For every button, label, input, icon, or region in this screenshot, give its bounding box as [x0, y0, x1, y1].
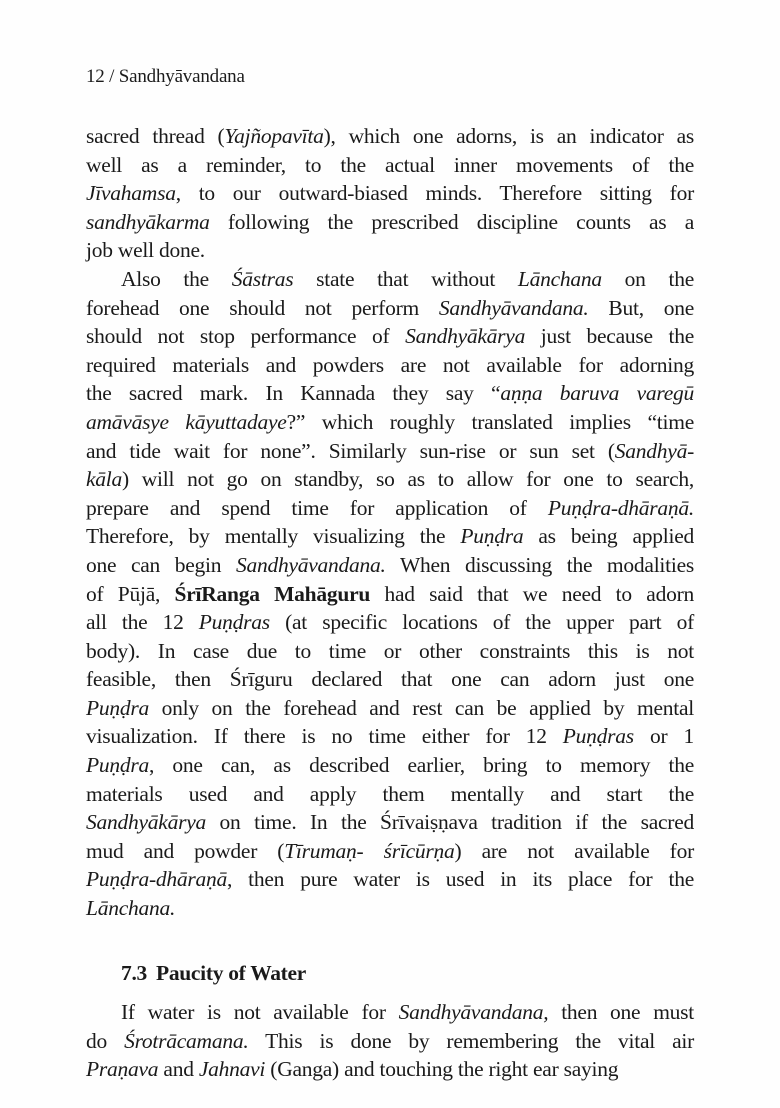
text-line: well as a reminder, to the actual inner movements of the [86, 152, 694, 177]
text-line: Puṇḍra only on the forehead and rest can be applied by mental [86, 695, 694, 720]
section-heading [121, 961, 306, 986]
section-number: 7.3 [121, 961, 147, 985]
text-line: forehead one should not perform Sandhyāvandana. But, one [86, 295, 694, 320]
text-line: Jīvahamsa, to our outward-biased minds. Therefore sitting for [86, 181, 694, 206]
text-line: Praṇava and Jahnavi (Ganga) and touching the right ear saying [86, 1057, 619, 1082]
text-line: all the 12 Puṇḍras (at specific locations of the upper part of [86, 610, 694, 635]
text-line: sacred thread (Yajñopavīta), which one adorns, is an indicator as [86, 124, 694, 148]
text-line: mud and powder (Tīrumaṇ- śrīcūrṇa) are not available for [86, 838, 694, 863]
section-title: Paucity of Water [155, 961, 307, 985]
body-text-before-section [86, 122, 694, 923]
text-line: should not stop performance of Sandhyākārya just because the [86, 324, 695, 349]
text-line: do Śrotrācamana. This is done by remembering the vital air [86, 1028, 695, 1053]
text-line: feasible, then Śrīguru declared that one can adorn just one [86, 667, 694, 692]
text-line: and tide wait for none”. Similarly sun-rise or sun set (Sandhyā- [86, 438, 694, 463]
text-line: the sacred mark. In Kannada they say “aṇṇa baruva varegū [86, 381, 694, 406]
running-head: 12 / Sandhyāvandana [86, 66, 245, 87]
text-line: visualization. If there is no time either for 12 Puṇḍras or 1 [86, 724, 694, 749]
text-line: Sandhyākārya on time. In the Śrīvaiṣṇava tradition if the sacred [86, 810, 694, 835]
text-line: one can begin Sandhyāvandana. When discussing the modalities [86, 552, 694, 577]
text-line: Puṇḍra-dhāraṇā, then pure water is used in its place for the [86, 867, 694, 892]
text-line: Puṇḍra, one can, as described earlier, bring to memory the [86, 753, 694, 778]
text-line: Lānchana. [86, 896, 176, 921]
text-line: Also the Śāstras state that without Lānchana on the [121, 266, 694, 291]
text-line: amāvāsye kāyuttadaye?” which roughly translated implies “time [86, 409, 695, 434]
text-line: materials used and apply them mentally and start the [86, 781, 694, 806]
paragraph [86, 265, 694, 923]
body-text-section-7-3 [86, 998, 694, 1084]
text-line: of Pūjā, ŚrīRanga Mahāguru had said that we need to adorn [86, 581, 694, 606]
text-line: If water is not available for Sandhyāvandana, then one must [121, 1000, 695, 1024]
paragraph [86, 122, 694, 265]
text-line: prepare and spend time for application of Puṇḍra-dhāraṇā. [86, 495, 694, 520]
text-line: body). In case due to time or other constraints this is not [86, 638, 694, 663]
text-line: job well done. [86, 238, 205, 263]
text-line: required materials and powders are not available for adorning [86, 352, 694, 377]
text-line: sandhyākarma following the prescribed discipline counts as a [86, 209, 694, 234]
text-line: Therefore, by mentally visualizing the Puṇḍra as being applied [86, 524, 694, 549]
paragraph [86, 998, 694, 1084]
text-line: kāla) will not go on standby, so as to allow for one to search, [86, 467, 694, 492]
